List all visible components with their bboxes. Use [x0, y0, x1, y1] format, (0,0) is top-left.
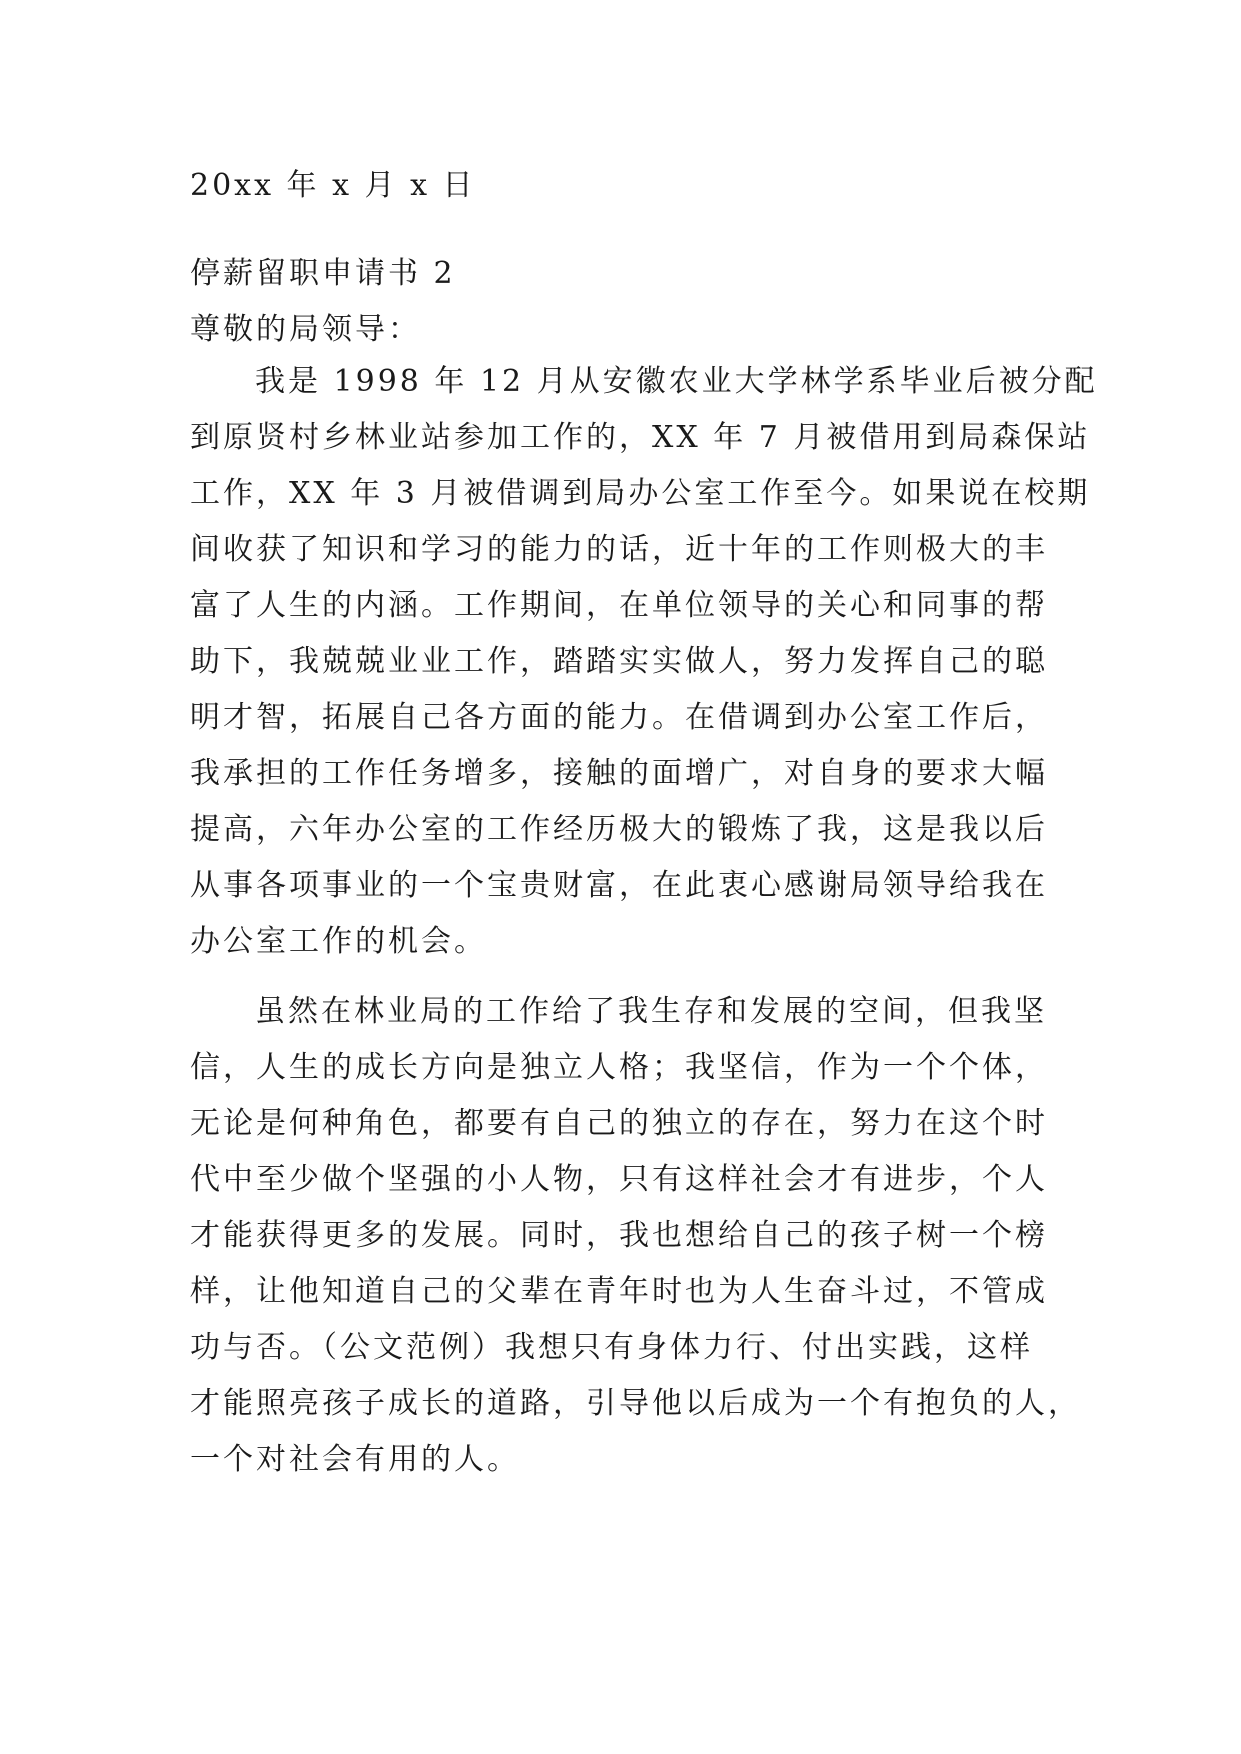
- paragraph-line: 代中至少做个坚强的小人物，只有这样社会才有进步，个人: [190, 1162, 1048, 1197]
- paragraph-line: 无论是何种角色，都要有自己的独立的存在，努力在这个时: [190, 1106, 1048, 1141]
- paragraph-line: 工作，XX 年 3 月被借调到局办公室工作至今。如果说在校期: [190, 476, 1091, 511]
- paragraph-line: 间收获了知识和学习的能力的话，近十年的工作则极大的丰: [190, 532, 1048, 567]
- paragraph-line: 富了人生的内涵。工作期间，在单位领导的关心和同事的帮: [190, 588, 1048, 623]
- paragraph-line: 我承担的工作任务增多，接触的面增广，对自身的要求大幅: [190, 756, 1048, 791]
- paragraph-line: 才能获得更多的发展。同时，我也想给自己的孩子树一个榜: [190, 1218, 1048, 1253]
- paragraph-line: 办公室工作的机会。: [190, 924, 487, 959]
- paragraph-line: 样，让他知道自己的父辈在青年时也为人生奋斗过，不管成: [190, 1274, 1048, 1309]
- paragraph-line: 提高，六年办公室的工作经历极大的锻炼了我，这是我以后: [190, 812, 1048, 847]
- paragraph-line: 功与否。（公文范例）我想只有身体力行、付出实践，这样: [190, 1330, 1033, 1365]
- document-date: 20xx 年 x 月 x 日: [190, 168, 476, 203]
- document-title: 停薪留职申请书 2: [190, 256, 456, 291]
- paragraph-line: 一个对社会有用的人。: [190, 1442, 520, 1477]
- paragraph-line: 到原贤村乡林业站参加工作的，XX 年 7 月被借用到局森保站: [190, 420, 1091, 455]
- paragraph-line: 虽然在林业局的工作给了我生存和发展的空间，但我坚: [255, 994, 1047, 1029]
- paragraph-line: 明才智，拓展自己各方面的能力。在借调到办公室工作后，: [190, 700, 1048, 735]
- paragraph-line: 助下，我兢兢业业工作，踏踏实实做人，努力发挥自己的聪: [190, 644, 1048, 679]
- paragraph-line: 才能照亮孩子成长的道路，引导他以后成为一个有抱负的人，: [190, 1386, 1081, 1421]
- salutation: 尊敬的局领导：: [190, 312, 421, 347]
- paragraph-line: 信，人生的成长方向是独立人格；我坚信，作为一个个体，: [190, 1050, 1048, 1085]
- paragraph-line: 从事各项事业的一个宝贵财富，在此衷心感谢局领导给我在: [190, 868, 1048, 903]
- paragraph-line: 我是 1998 年 12 月从安徽农业大学林学系毕业后被分配: [255, 364, 1098, 399]
